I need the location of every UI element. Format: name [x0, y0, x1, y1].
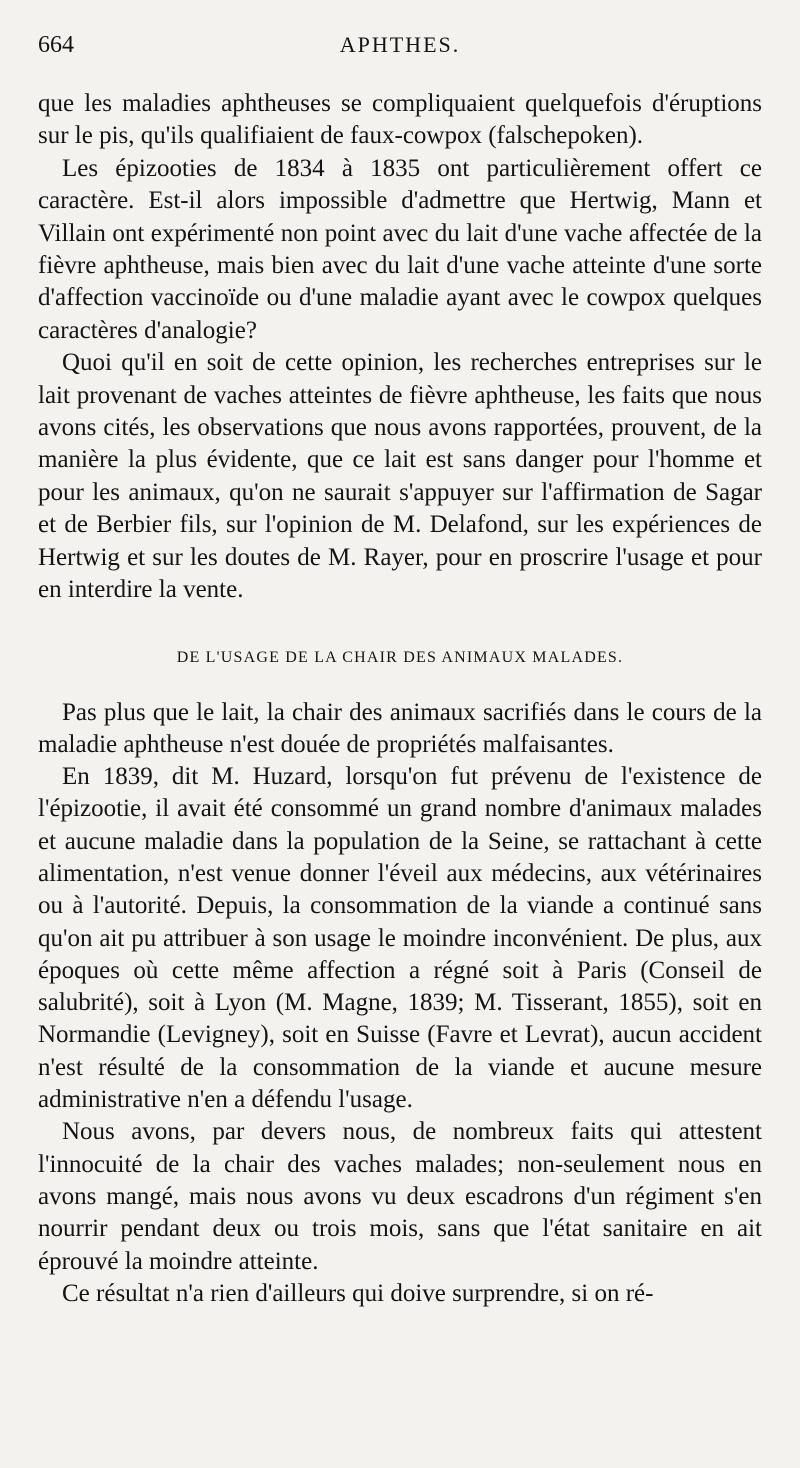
page-header: [38, 32, 762, 88]
paragraph: Les épizooties de 1834 à 1835 ont particulièrement offert ce caractère. Est-il alors impossible d'admettre que Hertwig, Mann et Villain ont expérimenté non point avec du lait d'une vache affectée de la fièvre aphtheuse, mais bien avec du lait d'une vache atteinte d'une sorte d'affection vaccinoïde ou d'une maladie ayant avec le cowpox quelques caractères d'analogie?: [38, 154, 762, 344]
body-text-top: [38, 88, 762, 607]
body-text-bottom: [38, 697, 762, 1311]
paragraph: En 1839, dit M. Huzard, lorsqu'on fut prévenu de l'existence de l'épizootie, il avait été consommé un grand nombre d'animaux malades et aucune maladie dans la population de la Seine, se rattachant à cette alimentation, n'est venue donner l'éveil aux médecins, aux vétérinaires ou à l'autorité. Depuis, la consommation de la viande a continué sans qu'on ait pu attribuer à son usage le moindre inconvénient. De plus, aux époques où cette même affection a régné soit à Paris (Conseil de salubrité), soit à Lyon (M. Magne, 1839; M. Tisserant, 1855), soit en Normandie (Levigney), soit en Suisse (Favre et Levrat), aucun accident n'est résulté de la consommation de la viande et aucune mesure administrative n'en a défendu l'usage.: [38, 763, 762, 1114]
paragraph: Pas plus que le lait, la chair des animaux sacrifiés dans le cours de la maladie aphtheuse n'est douée de propriétés malfaisantes.: [38, 698, 762, 758]
section-title: DE L'USAGE DE LA CHAIR DES ANIMAUX MALADES.: [176, 648, 624, 666]
paragraph: Ce résultat n'a rien d'ailleurs qui doive surprendre, si on ré-: [62, 1279, 654, 1307]
paragraph: Nous avons, par devers nous, de nombreux faits qui attestent l'innocuité de la chair des vaches malades; non-seulement nous en avons mangé, mais nous avons vu deux escadrons d'un régiment s'en nourrir pendant deux ou trois mois, sans que l'état sanitaire en ait éprouvé la moindre atteinte.: [38, 1118, 762, 1275]
page-number: 664: [38, 32, 74, 58]
paragraph: que les maladies aphtheuses se compliquaient quelquefois d'éruptions sur le pis, qu'ils qualifiaient de faux-cowpox (falschepoken).: [38, 90, 762, 150]
running-head: APHTHES.: [339, 32, 461, 57]
paragraph: Quoi qu'il en soit de cette opinion, les recherches entreprises sur le lait provenant de vaches atteintes de fièvre aphtheuse, les faits que nous avons cités, les observations que nous avons rapportées, prouvent, de la manière la plus évidente, que ce lait est sans danger pour l'homme et pour les animaux, qu'on ne saurait s'appuyer sur l'affirmation de Sagar et de Berbier fils, sur l'opinion de M. Delafond, sur les expériences de Hertwig et sur les doutes de M. Rayer, pour en proscrire l'usage et pour en interdire la vente.: [38, 349, 762, 604]
